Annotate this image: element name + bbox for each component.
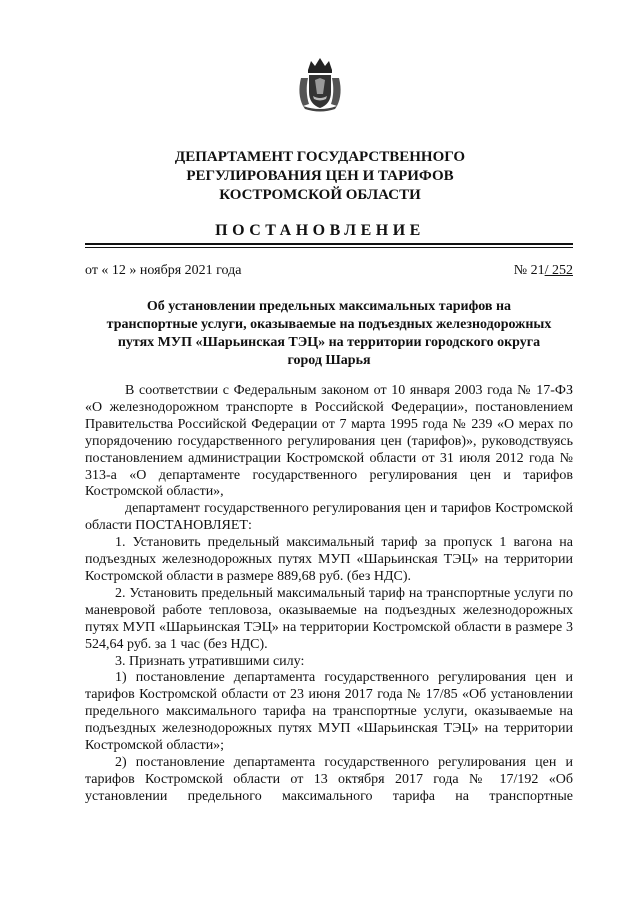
document-type: ПОСТАНОВЛЕНИЕ: [215, 222, 425, 239]
organization-name: [0, 148, 640, 205]
clause-2: 2. Установить предельный максимальный тариф на транспортные услуги по маневровой работе тепловоза, оказываемые на подъездных железнодорожных путях МУП «Шарьинская ТЭЦ» на территории Костромской области в размере 3 524,64 руб. за 1 час (без НДС).: [85, 585, 573, 652]
clause-3: 3. Признать утратившими силу:: [115, 653, 305, 669]
title-line: путях МУП «Шарьинская ТЭЦ» на территории городского округа: [117, 335, 541, 350]
title-line: город Шарья: [287, 353, 371, 368]
resolution-paragraph: департамент государственного регулирования цен и тарифов Костромской области ПОСТАНОВЛЯЕТ:: [85, 501, 573, 534]
document-number: [514, 263, 573, 279]
org-line: КОСТРОМСКОЙ ОБЛАСТИ: [219, 187, 421, 203]
clause-3-item-1: 1) постановление департамента государственного регулирования цен и тарифов Костромской области от 23 июня 2017 года № 17/85 «Об установлении предельного максимального тарифа на транспортные услуги, оказываемые на подъездных железнодорожных путях МУП «Шарьинская ТЭЦ» на территории Костромской области»;: [85, 670, 573, 754]
title-line: Об установлении предельных максимальных тарифов на: [146, 299, 512, 314]
document-date: от « 12 » ноября 2021 года: [85, 263, 242, 278]
org-line: ДЕПАРТАМЕНТ ГОСУДАРСТВЕННОГО: [174, 149, 466, 165]
coat-of-arms-icon: [295, 56, 345, 112]
header-rule: [85, 243, 573, 245]
header-rule-thin: [85, 247, 573, 248]
document-body: [85, 383, 573, 806]
preamble-paragraph: В соответствии с Федеральным законом от 10 января 2003 года № 17-ФЗ «О железнодорожном транспорте в Российской Федерации», постановлением Правительства Российской Федерации от 7 марта 1995 года № 239 «О мерах по упорядочению государственного регулирования цен (тарифов)», руководствуясь постановлением администрации Костромской области от 31 июля 2012 года № 313-а «О департаменте государственного регулирования цен и тарифов Костромской области»,: [85, 383, 573, 500]
org-line: РЕГУЛИРОВАНИЯ ЦЕН И ТАРИФОВ: [186, 168, 454, 184]
clause-3-item-2: 2) постановление департамента государственного регулирования цен и тарифов Костромской области от 13 октября 2017 года № 17/192 «Об установлении предельного максимального тарифа на транспортные: [85, 754, 573, 804]
date-number-line: [85, 263, 573, 279]
number-value: / 252: [544, 263, 573, 278]
clause-1: 1. Установить предельный максимальный тариф за пропуск 1 вагона на подъездных железнодорожных путях МУП «Шарьинская ТЭЦ» на территории Костромской области в размере 889,68 руб. (без НДС).: [85, 535, 573, 584]
title-line: транспортные услуги, оказываемые на подъездных железнодорожных: [106, 317, 552, 332]
number-prefix: № 21: [513, 263, 545, 278]
document-title: [85, 298, 573, 370]
